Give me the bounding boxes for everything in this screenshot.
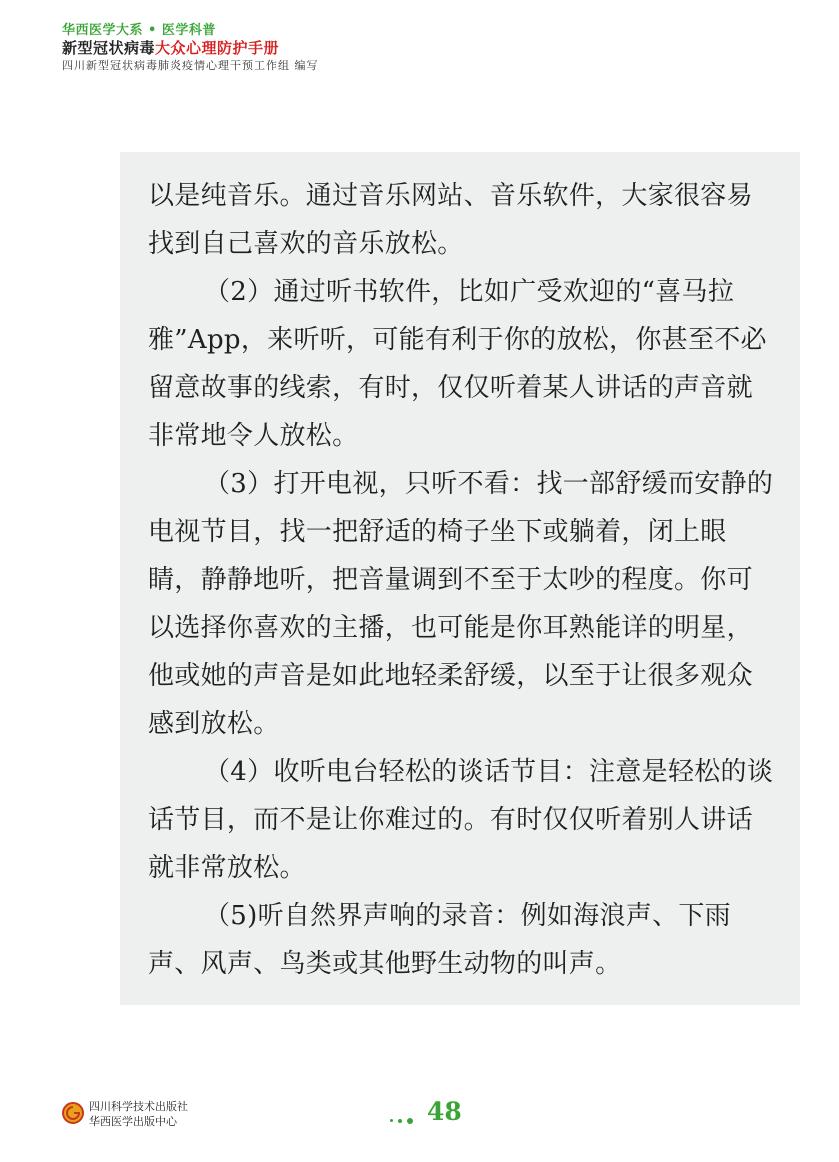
page-dots-decoration [390, 1110, 418, 1129]
authors-line: 四川新型冠状病毒肺炎疫情心理干预工作组 编写 [62, 59, 319, 72]
book-title-part2: 大众心理防护手册 [155, 39, 280, 57]
page-number: 48 [427, 1097, 462, 1126]
book-title-part1: 新型冠状病毒 [62, 39, 156, 57]
paragraph-4: （4）收听电台轻松的谈话节目：注意是轻松的谈话节目，而不是让你难过的。有时仅仅听着别人讲话就非常放松。 [148, 757, 774, 883]
dot-large [407, 1118, 413, 1124]
publisher-line-1: 四川科学技术出版社 [89, 1100, 188, 1113]
paragraph-3: （3）打开电视，只听不看：找一部舒缓而安静的电视节目，找一把舒适的椅子坐下或躺着，闭上眼睛，静静地听，把音量调到不至于太吵的程度。你可以选择你喜欢的主播，也可能是你耳熟能详的明星，他或她的声音是如此地轻柔舒缓，以至于让很多观众感到放松。 [148, 469, 774, 739]
dot-small [390, 1119, 393, 1122]
publisher-name [89, 1099, 188, 1129]
series-title: 华西医学大系 • 医学科普 [62, 23, 216, 38]
publisher-logo-icon [62, 1102, 84, 1124]
page-header [62, 22, 319, 73]
paragraph-1: 以是纯音乐。通过音乐网站、音乐软件，大家很容易找到自己喜欢的音乐放松。 [148, 181, 753, 259]
publisher-line-2: 华西医学出版中心 [89, 1115, 177, 1128]
paragraph-5: （5)听自然界声响的录音：例如海浪声、下雨声、风声、鸟类或其他野生动物的叫声。 [148, 901, 731, 979]
paragraph-2: （2）通过听书软件，比如广受欢迎的“喜马拉雅”App，来听听，可能有利于你的放松，你甚至不必留意故事的线索，有时，仅仅听着某人讲话的声音就非常地令人放松。 [148, 277, 767, 451]
dot-medium [398, 1119, 402, 1123]
book-title [62, 39, 319, 58]
